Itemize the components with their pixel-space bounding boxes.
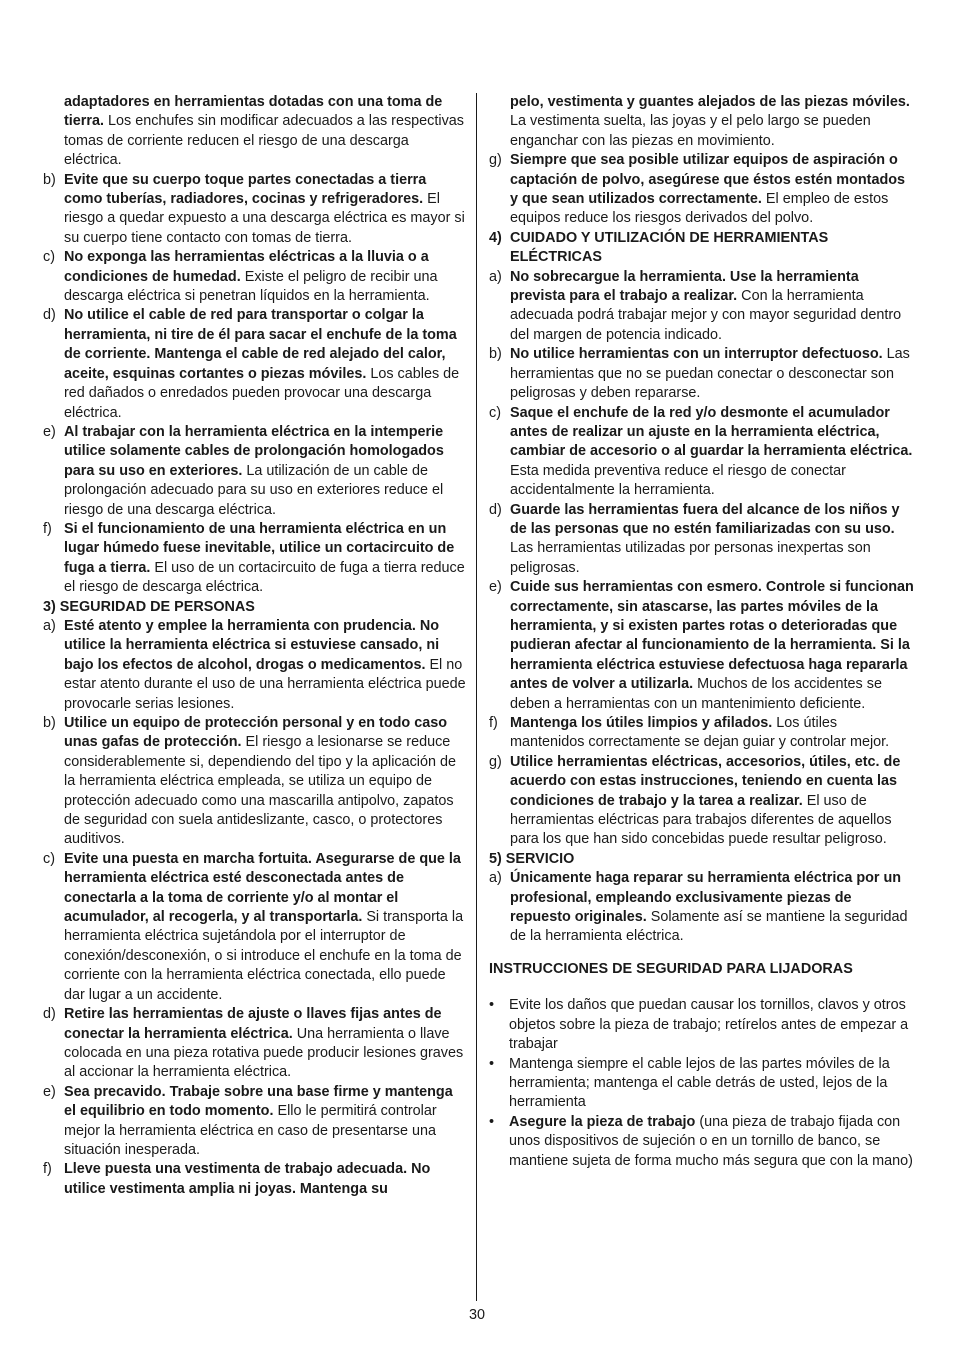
item-bold: Lleve puesta una vestimenta de trabajo adecuada. No utilice vestimenta amplia ni joyas. Mantenga su xyxy=(64,1161,431,1197)
list-item xyxy=(43,306,468,422)
item-bold: No utilice el cable de red para transportar o colgar la herramienta, ni tire de él para sacar el enchufe de la toma de corriente. Mantenga el cable de red alejado del calor, aceite, esquinas cortantes o piezas móviles. xyxy=(64,307,457,382)
item-label: e) xyxy=(43,423,56,440)
item-label: a) xyxy=(43,617,56,634)
item-label: b) xyxy=(489,346,502,363)
bullet-text: Mantenga siempre el cable lejos de las partes móviles de la herramienta; mantenga el cable detrás de usted, lejos de la herramienta xyxy=(509,1055,890,1111)
item-bold: Únicamente haga reparar su herramienta eléctrica por un profesional, empleando exclusivamente piezas de repuesto originales. xyxy=(510,870,902,926)
bullet-item xyxy=(489,1113,914,1171)
item-label: g) xyxy=(489,152,502,169)
paragraph-bold: adaptadores en herramientas dotadas con una toma de tierra. xyxy=(64,94,443,130)
item-bold: Al trabajar con la herramienta eléctrica en la intemperie utilice solamente cables de prolongación homologados para su uso en exteriores. xyxy=(64,423,444,479)
list-item xyxy=(489,404,914,501)
item-text: El no estar atento durante el uso de una herramienta eléctrica puede provocarle serias lesiones. xyxy=(64,656,466,712)
column-divider xyxy=(476,93,477,1301)
list-item xyxy=(489,501,914,579)
item-bold: No utilice herramientas con un interruptor defectuoso. xyxy=(510,346,883,363)
item-label: b) xyxy=(43,715,56,731)
item-label: d) xyxy=(489,501,502,518)
item-bold: Saque el enchufe de la red y/o desmonte el acumulador antes de realizar un ajuste en la herramienta eléctrica, cambiar de accesorio o al guardar la herramienta eléctrica. xyxy=(510,404,913,460)
item-text: Ello le permitirá controlar mejor la herramienta eléctrica en caso de presentarse una situación inesperada. xyxy=(64,1103,437,1158)
item-bold: Mantenga los útiles limpios y afilados. xyxy=(510,715,773,731)
item-label: b) xyxy=(43,171,56,188)
continuation-paragraph xyxy=(489,93,914,151)
heading-text: CUIDADO Y UTILIZACIÓN DE HERRAMIENTAS ELÉCTRICAS xyxy=(510,229,829,266)
list-item xyxy=(489,268,914,346)
list-item xyxy=(43,1160,468,1199)
bullet-text: (una pieza de trabajo fijada con unos dispositivos de sujeción o en un tornillo de banco, se mantiene sujeta de forma mucho más segura que con la mano) xyxy=(509,1113,913,1169)
right-column xyxy=(489,93,914,1171)
page-number: 30 xyxy=(468,1307,485,1323)
continuation-paragraph xyxy=(43,93,468,171)
item-bold: Siempre que sea posible utilizar equipos de aspiración o captación de polvo, asegúrese que éstos estén montados y que sean utilizados correctamente. xyxy=(510,152,906,208)
list-item xyxy=(489,714,914,753)
list-item xyxy=(43,1083,468,1161)
item-bold: Si el funcionamiento de una herramienta eléctrica en un lugar húmedo fuese inevitable, utilice un cortacircuito de fuga a tierra. xyxy=(64,520,455,576)
item-label: e) xyxy=(489,579,502,596)
bullet-item xyxy=(489,996,914,1054)
paragraph-bold: pelo, vestimenta y guantes alejados de las piezas móviles. xyxy=(510,94,910,110)
list-item xyxy=(43,248,468,306)
section-heading-tool-care xyxy=(489,229,914,268)
list-item xyxy=(489,151,914,229)
item-text: Una herramienta o llave colocada en una pieza rotativa puede producir lesiones graves al accionar la herramienta eléctrica. xyxy=(64,1025,464,1081)
item-label: c) xyxy=(489,404,501,421)
list-item xyxy=(43,520,468,598)
item-label: c) xyxy=(43,249,55,266)
paragraph-text: Los enchufes sin modificar adecuados a las respectivas tomas de corriente reducen el riesgo de una descarga eléctrica. xyxy=(64,113,464,169)
section-heading-sander-safety: INSTRUCCIONES DE SEGURIDAD PARA LIJADORAS xyxy=(489,960,853,977)
item-text: Esta medida preventiva reduce el riesgo de conectar accidentalmente la herramienta. xyxy=(510,462,846,499)
section-heading-service: 5) SERVICIO xyxy=(489,850,575,867)
item-label: e) xyxy=(43,1083,56,1100)
item-bold: Sea precavido. Trabaje sobre una base firme y mantenga el equilibrio en todo momento. xyxy=(64,1083,453,1120)
item-text: Los cables de red dañados o enredados pueden provocar una descarga eléctrica. xyxy=(64,365,460,421)
bullet-marker: • xyxy=(489,997,495,1014)
item-bold: Utilice herramientas eléctricas, accesorios, útiles, etc. de acuerdo con estas instrucciones, teniendo en cuenta las condiciones de trabajo y la tarea a realizar. xyxy=(510,753,901,809)
item-label: f) xyxy=(43,520,52,537)
item-text: Si transporta la herramienta eléctrica sujetándola por el interruptor de conexión/desconexión, o si introduce el enchufe en la toma de corriente con la herramienta eléctrica conectada, ello puede dar lugar a un accidente. xyxy=(64,909,464,1003)
heading-number: 4) xyxy=(489,229,502,246)
item-label: c) xyxy=(43,850,55,867)
section-heading-personal-safety: 3) SEGURIDAD DE PERSONAS xyxy=(43,598,255,615)
paragraph-text: La vestimenta suelta, las joyas y el pelo largo se pueden enganchar con las piezas en movimiento. xyxy=(510,113,871,149)
list-item xyxy=(43,850,468,1005)
list-item xyxy=(43,1005,468,1083)
item-text: El riesgo a quedar expuesto a una descarga eléctrica es mayor si su cuerpo tiene contacto con tomas de tierra. xyxy=(64,191,465,246)
bullet-marker: • xyxy=(489,1113,495,1130)
list-item xyxy=(489,869,914,947)
item-label: g) xyxy=(489,753,502,770)
bullet-bold: Asegure la pieza de trabajo xyxy=(509,1113,696,1130)
item-text: Los útiles mantenidos correctamente se dejan guiar y controlar mejor. xyxy=(510,715,890,751)
list-item xyxy=(43,714,468,850)
item-text: Las herramientas utilizadas por personas inexpertas son peligrosas. xyxy=(510,540,871,576)
item-bold: No sobrecargue la herramienta. Use la herramienta prevista para el trabajo a realizar. xyxy=(510,268,859,305)
bullet-item xyxy=(489,1055,914,1113)
left-column xyxy=(43,93,468,1199)
list-item xyxy=(43,617,468,714)
item-text: El uso de un cortacircuito de fuga a tierra reduce el riesgo de descarga eléctrica. xyxy=(64,559,465,596)
item-label: a) xyxy=(489,870,502,887)
item-text: Las herramientas que no se puedan conectar o desconectar son peligrosas y deben repararse. xyxy=(510,346,910,402)
item-text: El riesgo a lesionarse se reduce considerablemente si, dependiendo del tipo y la aplicación de la herramienta eléctrica empleada, se utiliza un equipo de protección adecuado como una mascarilla antipolvo, zapatos de seguridad con suela antideslizante, casco, o protectores auditivos. xyxy=(64,734,457,848)
bullet-marker: • xyxy=(489,1055,495,1072)
item-text: Muchos de los accidentes se deben a herramientas con un mantenimiento deficiente. xyxy=(510,676,882,712)
item-label: d) xyxy=(43,1006,56,1023)
item-text: La utilización de un cable de prolongación adecuado para su uso en exteriores reduce el riesgo de una descarga eléctrica. xyxy=(64,462,444,518)
item-bold: Guarde las herramientas fuera del alcance de los niños y de las personas que no estén familiarizadas con su uso. xyxy=(510,501,900,537)
item-label: f) xyxy=(489,715,498,731)
item-text: El empleo de estos equipos reduce los riesgos derivados del polvo. xyxy=(510,191,889,227)
item-bold: Retire las herramientas de ajuste o llaves fijas antes de conectar la herramienta eléctrica. xyxy=(64,1006,442,1042)
list-item xyxy=(43,423,468,520)
list-item xyxy=(489,578,914,714)
item-bold: Evite una puesta en marcha fortuita. Asegurarse de que la herramienta eléctrica esté desconectada antes de conectarla a la toma de corriente y/o al montar el acumulador, al recogerla, y al transportarla. xyxy=(64,850,461,926)
list-item xyxy=(43,171,468,249)
item-label: a) xyxy=(489,268,502,285)
list-item xyxy=(489,345,914,403)
item-text: Existe el peligro de recibir una descarga eléctrica si penetran líquidos en la herramienta. xyxy=(64,268,438,305)
item-text: Solamente así se mantiene la seguridad de la herramienta eléctrica. xyxy=(510,909,908,945)
bullet-text: Evite los daños que puedan causar los tornillos, clavos y otros objetos sobre la pieza de trabajo; retírelos antes de empezar a trabajar xyxy=(509,997,909,1053)
item-bold: Evite que su cuerpo toque partes conectadas a tierra como tuberías, radiadores, cocinas y refrigeradores. xyxy=(64,171,427,208)
item-text: Con la herramienta adecuada podrá trabajar mejor y con mayor seguridad dentro del margen de potencia indicado. xyxy=(510,288,902,343)
item-bold: Cuide sus herramientas con esmero. Controle si funcionan correctamente, sin atascarse, las partes móviles de la herramienta, y si existen partes rotas o deterioradas que pudieran afectar al funcionamiento de la herramienta. Si la herramienta eléctrica estuviese defectuosa haga repararla antes de volver a utilizarla. xyxy=(510,579,914,693)
item-label: d) xyxy=(43,307,56,324)
item-text: El uso de herramientas eléctricas para trabajos diferentes de aquellos para los que han sido concebidas puede resultar peligroso. xyxy=(510,792,892,848)
item-label: f) xyxy=(43,1161,52,1178)
item-bold: No exponga las herramientas eléctricas a la lluvia o a condiciones de humedad. xyxy=(64,249,429,285)
item-bold: Esté atento y emplee la herramienta con prudencia. No utilice la herramienta eléctrica si estuviese cansado, ni bajo los efectos de alcohol, drogas o medicamentos. xyxy=(64,617,440,673)
item-bold: Utilice un equipo de protección personal y en todo caso unas gafas de protección. xyxy=(64,715,448,751)
list-item xyxy=(489,753,914,850)
